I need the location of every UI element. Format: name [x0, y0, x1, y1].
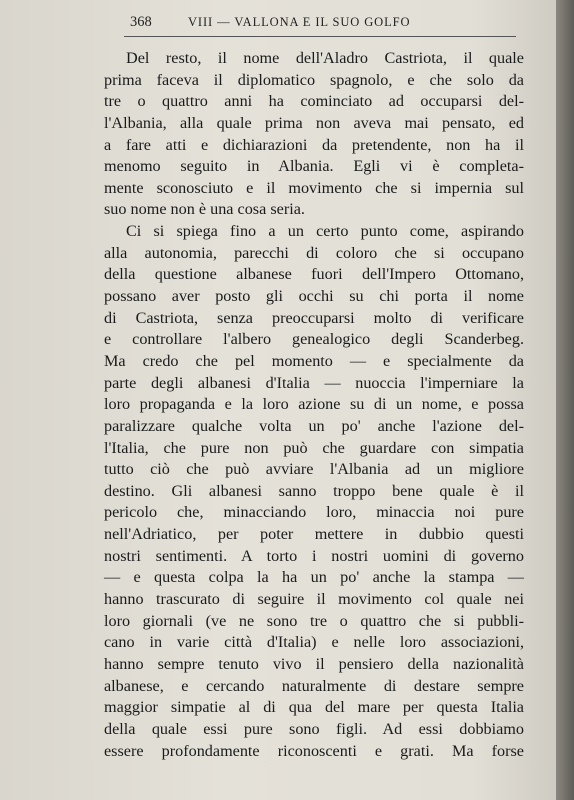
text-line: di Castriota, senza preoccuparsi molto di verificare	[104, 308, 524, 327]
text-line: l'Albania, alla quale prima non aveva mai pensato, ed	[104, 113, 524, 132]
text-line: cano in varie città d'Italia) e nelle loro associazioni,	[104, 633, 524, 652]
text-line: maggior simpatie al di qua del mare per questa Italia	[104, 698, 524, 717]
text-line: prima faceva il diplomatico spagnolo, e che solo da	[104, 70, 524, 89]
page-header	[130, 14, 510, 34]
running-title: VIII — VALLONA E IL SUO GOLFO	[188, 15, 411, 29]
text-line: della questione albanese fuori dell'Impero Ottomano,	[104, 265, 524, 284]
text-line: Del resto, il nome dell'Aladro Castriota, il quale	[126, 49, 524, 67]
text-line: mente sconosciuto e il movimento che si impernia sul	[104, 178, 524, 197]
page-edge	[556, 0, 574, 800]
text-line: nell'Adriatico, per poter mettere in dubbio questi	[104, 525, 524, 544]
text-line: a fare atti e dichiarazioni da pretendente, non ha il	[104, 135, 524, 154]
text-line: e controllare l'albero genealogico degli Scanderbeg.	[104, 330, 524, 349]
page-number: 368	[130, 14, 152, 30]
page-body	[104, 48, 524, 762]
text-line: loro propaganda e la loro azione su di un nome, e possa	[104, 395, 524, 414]
text-line: paralizzare qualche volta un po' anche l'azione del-	[104, 416, 524, 435]
text-line: Ma credo che pel momento — e specialmente da	[104, 351, 524, 370]
header-rule	[124, 36, 516, 37]
text-line: — e questa colpa la ha un po' anche la stampa —	[104, 568, 524, 587]
text-line: della quale essi pure sono figli. Ad essi dobbiamo	[104, 719, 524, 738]
text-line: menomo seguito in Albania. Egli vi è completa-	[104, 157, 524, 176]
text-line: alla autonomia, parecchi di coloro che si occupano	[104, 243, 524, 262]
text-line: suo nome non è una cosa seria.	[104, 200, 305, 219]
text-line: l'Italia, che pure non può che guardare con simpatia	[104, 438, 524, 457]
text-line: essere profondamente riconoscenti e grati. Ma forse	[104, 741, 524, 760]
text-line: nostri sentimenti. A torto i nostri uomini di governo	[104, 546, 524, 565]
text-line: Ci si spiega fino a un certo punto come, aspirando	[126, 222, 524, 241]
text-line: hanno trascurato di seguire il movimento col quale nei	[104, 590, 524, 609]
text-line: parte degli albanesi d'Italia — nuoccia l'imperniare la	[104, 373, 524, 392]
text-line: tutto ciò che può avviare l'Albania ad un migliore	[104, 460, 524, 479]
text-line: destino. Gli albanesi sanno troppo bene quale è il	[104, 481, 524, 500]
text-line: hanno sempre tenuto vivo il pensiero della nazionalità	[104, 654, 524, 673]
text-line: albanese, e cercando naturalmente di destare sempre	[104, 676, 524, 695]
text-line: tre o quattro anni ha cominciato ad occuparsi del-	[104, 92, 524, 111]
text-line: loro giornali (ve ne sono tre o quattro che si pubbli-	[104, 611, 524, 630]
text-line: possano aver posto gli occhi su chi porta il nome	[104, 287, 524, 306]
text-line: pericolo che, minacciando loro, minaccia noi pure	[104, 503, 524, 522]
